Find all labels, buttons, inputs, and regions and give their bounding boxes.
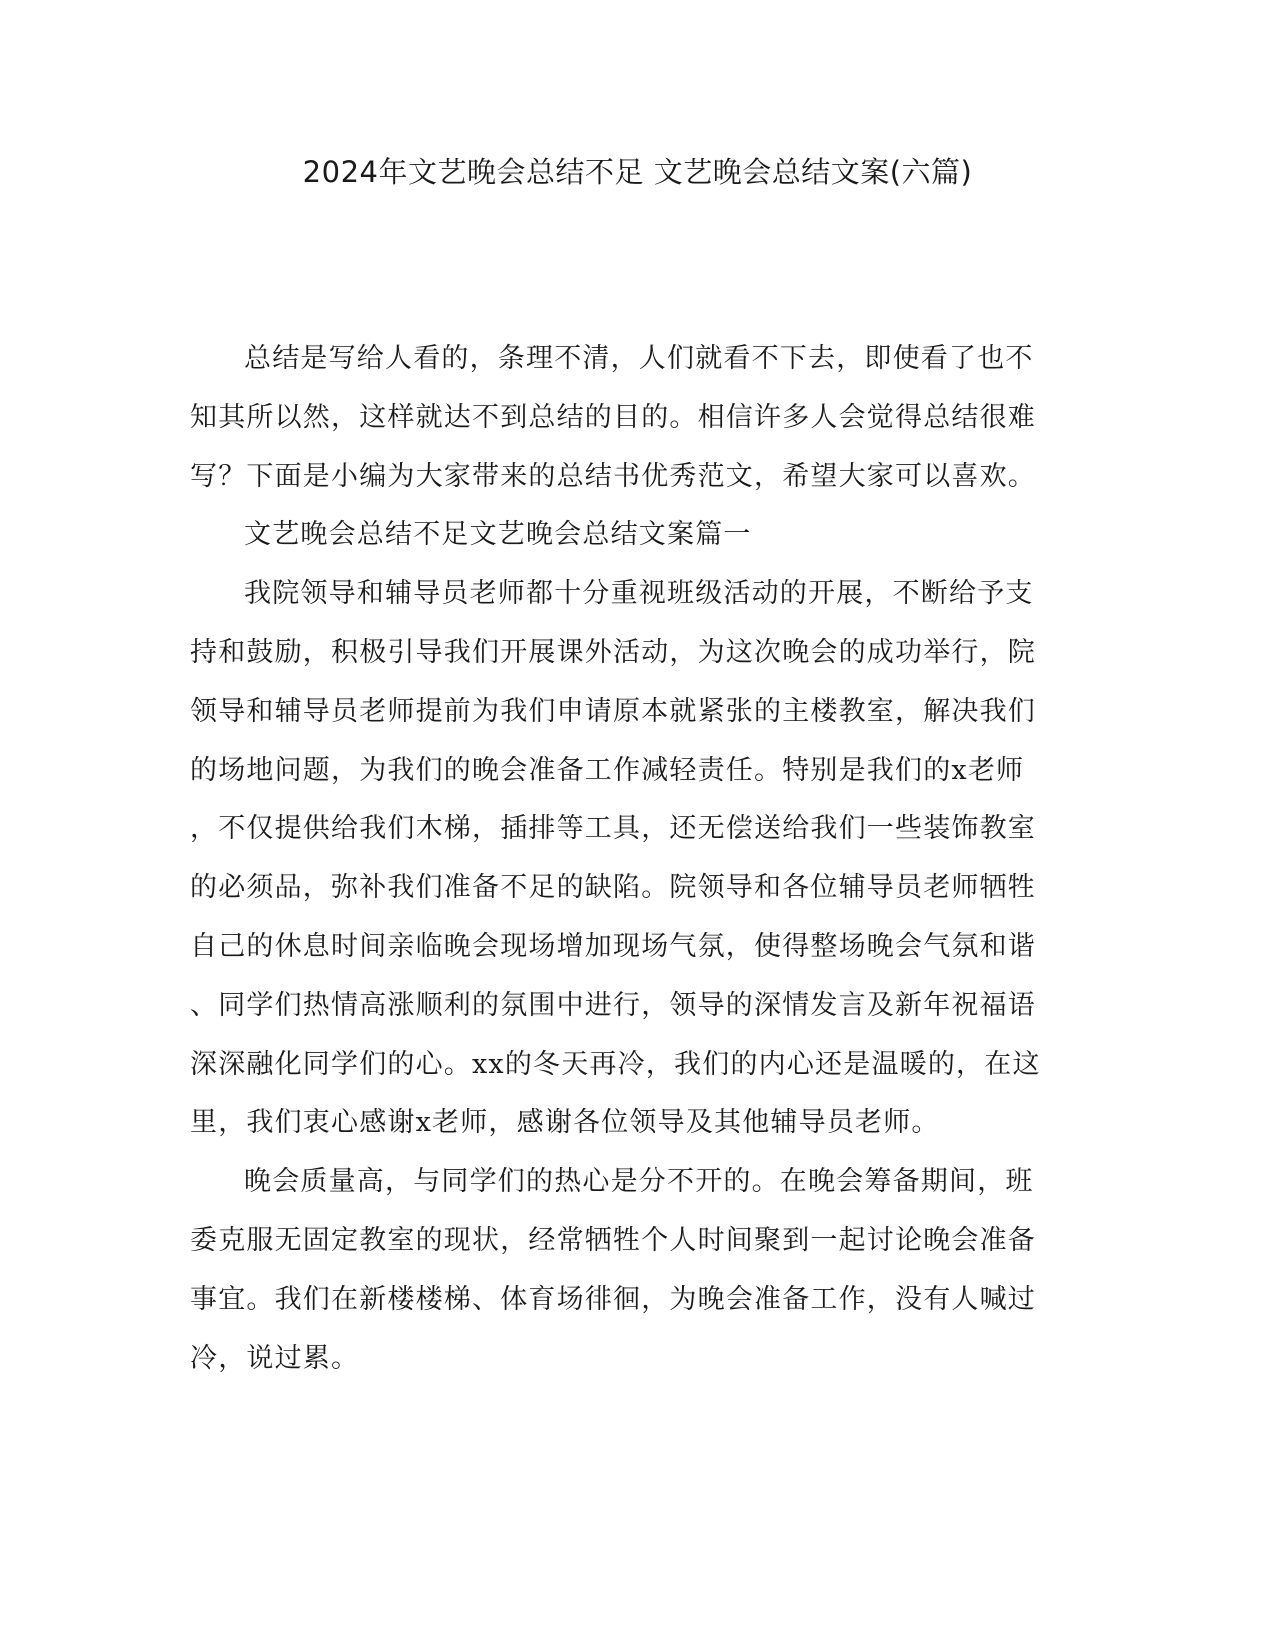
- document-title: 2024年文艺晚会总结不足 文艺晚会总结文案(六篇): [302, 155, 973, 189]
- text-line: 委克服无固定教室的现状，经常牺牲个人时间聚到一起讨论晚会准备: [190, 1224, 1036, 1256]
- text-line: 事宜。我们在新楼楼梯、体育场徘徊，为晚会准备工作，没有人喊过: [190, 1283, 1036, 1315]
- text-line: 冷，说过累。: [190, 1342, 360, 1374]
- text-line: ，不仅提供给我们木梯，插排等工具，还无偿送给我们一些装饰教室: [190, 813, 1036, 845]
- text-line: 文艺晚会总结不足文艺晚会总结文案篇一: [244, 519, 752, 551]
- text-line: 里，我们衷心感谢x老师，感谢各位领导及其他辅导员老师。: [190, 1107, 940, 1139]
- text-line: 知其所以然，这样就达不到总结的目的。相信许多人会觉得总结很难: [190, 401, 1036, 433]
- section-heading-1: [190, 506, 1070, 565]
- text-line: 领导和辅导员老师提前为我们申请原本就紧张的主楼教室，解决我们: [190, 695, 1036, 727]
- text-line: 、同学们热情高涨顺利的氛围中进行，领导的深情发言及新年祝福语: [190, 989, 1036, 1021]
- text-line: 写？下面是小编为大家带来的总结书优秀范文，希望大家可以喜欢。: [190, 460, 1036, 492]
- paragraph-intro: [190, 330, 1070, 506]
- text-line: 持和鼓励，积极引导我们开展课外活动，为这次晚会的成功举行，院: [190, 636, 1036, 668]
- text-line: 自己的休息时间亲临晚会现场增加现场气氛，使得整场晚会气氛和谐: [190, 930, 1036, 962]
- text-line: 晚会质量高，与同学们的热心是分不开的。在晚会筹备期间，班: [244, 1166, 1034, 1198]
- text-line: 的必须品，弥补我们准备不足的缺陷。院领导和各位辅导员老师牺牲: [190, 872, 1036, 904]
- document-body: [190, 330, 1070, 1388]
- paragraph-quality: [190, 1153, 1070, 1388]
- text-line: 总结是写给人看的，条理不清，人们就看不下去，即使看了也不: [244, 343, 1034, 374]
- text-line: 的场地问题，为我们的晚会准备工作减轻责任。特别是我们的x老师: [190, 754, 1025, 786]
- text-line: 我院领导和辅导员老师都十分重视班级活动的开展，不断给予支: [244, 578, 1034, 610]
- paragraph-thanks: [190, 565, 1070, 1153]
- text-line: 深深融化同学们的心。xx的冬天再冷，我们的内心还是温暖的，在这: [190, 1048, 1041, 1080]
